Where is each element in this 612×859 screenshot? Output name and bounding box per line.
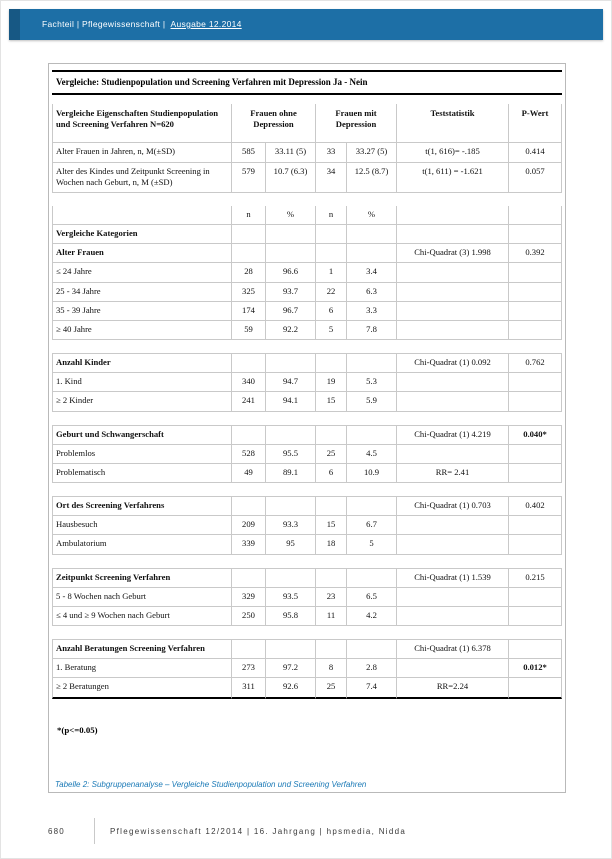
pct-with: 6.5: [347, 588, 397, 607]
pct-without: [266, 225, 316, 244]
n-with: 18: [316, 535, 347, 554]
table-row: [52, 392, 562, 411]
n-without: [232, 353, 266, 373]
n-with: [316, 425, 347, 445]
table-row: [52, 163, 562, 193]
teststatistic: t(1, 616)= -.185: [397, 143, 509, 162]
p-value: [509, 535, 562, 554]
section-header-row: [52, 244, 562, 263]
table-row: [52, 659, 562, 678]
teststatistic: [397, 321, 509, 340]
n-without: 209: [232, 516, 266, 535]
pct-without: 92.2: [266, 321, 316, 340]
n-with: 6: [316, 302, 347, 321]
row-label: 35 - 39 Jahre: [52, 302, 232, 321]
p-value: [509, 392, 562, 411]
pct-with: [347, 496, 397, 516]
n-with: 33: [316, 143, 347, 162]
spacer-cell: [52, 555, 562, 568]
pct-with: 5.3: [347, 373, 397, 392]
teststatistic: Chi-Quadrat (1) 6.378: [397, 639, 509, 659]
pct-without: 94.7: [266, 373, 316, 392]
pct-with: [347, 225, 397, 244]
table-head: [52, 104, 562, 143]
pct-without: 97.2: [266, 659, 316, 678]
section-title: Anzahl Kinder: [52, 353, 232, 373]
table-row: [52, 321, 562, 340]
table-row: [52, 607, 562, 626]
pct-without: 93.5: [266, 588, 316, 607]
n-without: 59: [232, 321, 266, 340]
pct-with: [347, 425, 397, 445]
row-label: ≥ 40 Jahre: [52, 321, 232, 340]
teststatistic: [397, 659, 509, 678]
footer-journal-info: Pflegewissenschaft 12/2014 | 16. Jahrgang | hpsmedia, Nidda: [110, 826, 407, 836]
n-without: 585: [232, 143, 266, 162]
pct-without: [266, 425, 316, 445]
row-label: Problemlos: [52, 445, 232, 464]
pct-with: 4.5: [347, 445, 397, 464]
teststatistic: [397, 283, 509, 302]
pct-with: [347, 568, 397, 588]
p-value: [509, 678, 562, 698]
teststatistic: [397, 206, 509, 225]
category-header-row: [52, 225, 562, 244]
n-without: 250: [232, 607, 266, 626]
n-without: 528: [232, 445, 266, 464]
spacer-row: [52, 412, 562, 425]
teststatistic: [397, 302, 509, 321]
teststatistic: RR= 2.41: [397, 464, 509, 483]
teststatistic: Chi-Quadrat (1) 1.539: [397, 568, 509, 588]
p-value: 0.762: [509, 353, 562, 373]
pct-without: 95.5: [266, 445, 316, 464]
n-with: [316, 496, 347, 516]
pct-with: 5.9: [347, 392, 397, 411]
teststatistic: Chi-Quadrat (3) 1.998: [397, 244, 509, 263]
n-with: 19: [316, 373, 347, 392]
pct-with: 5: [347, 535, 397, 554]
n-with: [316, 244, 347, 263]
pct-with: 6.3: [347, 283, 397, 302]
pct-with: [347, 639, 397, 659]
row-label: 1. Beratung: [52, 659, 232, 678]
subheader-row: [52, 206, 562, 225]
significance-footnote: *(p<=0.05): [57, 724, 98, 735]
subheader-cell: n: [316, 206, 347, 225]
pct-with: 7.8: [347, 321, 397, 340]
pct-with: 2.8: [347, 659, 397, 678]
teststatistic: [397, 588, 509, 607]
teststatistic: [397, 445, 509, 464]
p-value: 0.402: [509, 496, 562, 516]
pct-with: 12.5 (8.7): [347, 163, 397, 193]
header-section-label: Fachteil | Pflegewissenschaft |: [42, 19, 166, 29]
pct-with: 6.7: [347, 516, 397, 535]
col-header-teststat: Teststatistik: [397, 104, 509, 143]
spacer-row: [52, 340, 562, 353]
n-without: 329: [232, 588, 266, 607]
col-header-group-with: Frauen mit Depression: [316, 104, 397, 143]
spacer-cell: [52, 340, 562, 353]
n-without: [232, 639, 266, 659]
n-without: 49: [232, 464, 266, 483]
n-with: [316, 639, 347, 659]
column-header-row: [52, 104, 562, 143]
n-without: [232, 425, 266, 445]
pct-without: 96.6: [266, 263, 316, 282]
p-value: [509, 283, 562, 302]
n-without: 28: [232, 263, 266, 282]
n-without: 579: [232, 163, 266, 193]
pct-without: 95.8: [266, 607, 316, 626]
section-title: Ort des Screening Verfahrens: [52, 496, 232, 516]
n-without: 339: [232, 535, 266, 554]
n-with: [316, 568, 347, 588]
table-sheet: [48, 63, 566, 793]
n-without: [232, 568, 266, 588]
pct-without: 93.3: [266, 516, 316, 535]
journal-header-text: [42, 9, 242, 40]
spacer-row: [52, 193, 562, 206]
p-value: [509, 445, 562, 464]
section-title: Alter Frauen: [52, 244, 232, 263]
pct-without: 96.7: [266, 302, 316, 321]
n-without: 311: [232, 678, 266, 698]
pct-with: 33.27 (5): [347, 143, 397, 162]
p-value: 0.392: [509, 244, 562, 263]
teststatistic: RR=2.24: [397, 678, 509, 698]
table-row: [52, 445, 562, 464]
p-value: 0.012*: [509, 659, 562, 678]
pct-with: [347, 353, 397, 373]
footer-divider: [94, 818, 95, 844]
comparison-table: [52, 104, 562, 699]
p-value: [509, 516, 562, 535]
n-without: [232, 496, 266, 516]
pct-without: 10.7 (6.3): [266, 163, 316, 193]
table-caption: Tabelle 2: Subgruppenanalyse – Vergleiche Studienpopulation und Screening Verfahren: [55, 780, 367, 789]
p-value: [509, 263, 562, 282]
table-row: [52, 143, 562, 162]
pct-without: 33.11 (5): [266, 143, 316, 162]
journal-header-bar: [9, 9, 603, 40]
teststatistic: [397, 373, 509, 392]
n-without: 325: [232, 283, 266, 302]
p-value: 0.215: [509, 568, 562, 588]
table-row: [52, 464, 562, 483]
p-value: [509, 321, 562, 340]
pct-without: [266, 244, 316, 263]
spacer-cell: [52, 193, 562, 206]
section-title: Anzahl Beratungen Screening Verfahren: [52, 639, 232, 659]
spacer-cell: [52, 483, 562, 496]
section-header-row: [52, 568, 562, 588]
n-without: 340: [232, 373, 266, 392]
pct-with: 3.4: [347, 263, 397, 282]
row-label: 5 - 8 Wochen nach Geburt: [52, 588, 232, 607]
spacer-cell: [52, 626, 562, 639]
section-header-row: [52, 639, 562, 659]
row-label: Alter Frauen in Jahren, n, M(±SD): [52, 143, 232, 162]
n-with: 15: [316, 516, 347, 535]
pct-without: 93.7: [266, 283, 316, 302]
pct-with: [347, 244, 397, 263]
pct-with: 10.9: [347, 464, 397, 483]
row-label: Hausbesuch: [52, 516, 232, 535]
pct-with: 7.4: [347, 678, 397, 698]
p-value: [509, 464, 562, 483]
issue-link[interactable]: Ausgabe 12.2014: [170, 19, 242, 29]
teststatistic: [397, 607, 509, 626]
pct-without: [266, 496, 316, 516]
teststatistic: [397, 535, 509, 554]
p-value: 0.040*: [509, 425, 562, 445]
n-with: 11: [316, 607, 347, 626]
n-with: 22: [316, 283, 347, 302]
p-value: [509, 607, 562, 626]
n-without: [232, 244, 266, 263]
subheader-cell: %: [347, 206, 397, 225]
col-header-group-without: Frauen ohne Depression: [232, 104, 316, 143]
header-accent-strip: [9, 9, 20, 40]
n-without: [232, 225, 266, 244]
n-with: 8: [316, 659, 347, 678]
teststatistic: Chi-Quadrat (1) 0.703: [397, 496, 509, 516]
table-row: [52, 588, 562, 607]
row-label: ≥ 2 Beratungen: [52, 678, 232, 698]
n-with: 1: [316, 263, 347, 282]
teststatistic: [397, 263, 509, 282]
p-value: [509, 225, 562, 244]
n-with: 23: [316, 588, 347, 607]
row-label: ≤ 24 Jahre: [52, 263, 232, 282]
table-row: [52, 283, 562, 302]
section-header-row: [52, 353, 562, 373]
row-label: ≥ 2 Kinder: [52, 392, 232, 411]
pct-without: [266, 639, 316, 659]
p-value: [509, 639, 562, 659]
table-row: [52, 516, 562, 535]
table-body: [52, 143, 562, 698]
pct-without: [266, 568, 316, 588]
col-header-pwert: P-Wert: [509, 104, 562, 143]
n-with: [316, 225, 347, 244]
n-with: 15: [316, 392, 347, 411]
spacer-cell: [52, 412, 562, 425]
n-without: 241: [232, 392, 266, 411]
p-value: 0.414: [509, 143, 562, 162]
section-header-row: [52, 496, 562, 516]
teststatistic: [397, 225, 509, 244]
p-value: 0.057: [509, 163, 562, 193]
n-with: 25: [316, 678, 347, 698]
row-label: ≤ 4 und ≥ 9 Wochen nach Geburt: [52, 607, 232, 626]
row-label: Ambulatorium: [52, 535, 232, 554]
category-header-label: Vergleiche Kategorien: [52, 225, 232, 244]
teststatistic: Chi-Quadrat (1) 4.219: [397, 425, 509, 445]
p-value: [509, 302, 562, 321]
pct-without: 94.1: [266, 392, 316, 411]
row-label: 25 - 34 Jahre: [52, 283, 232, 302]
p-value: [509, 588, 562, 607]
row-label: 1. Kind: [52, 373, 232, 392]
pct-without: 89.1: [266, 464, 316, 483]
pct-with: 3.3: [347, 302, 397, 321]
teststatistic: [397, 516, 509, 535]
pct-without: 95: [266, 535, 316, 554]
n-with: 34: [316, 163, 347, 193]
table-row: [52, 302, 562, 321]
table-title: Vergleiche: Studienpopulation und Screening Verfahren mit Depression Ja - Nein: [52, 70, 562, 95]
n-with: 5: [316, 321, 347, 340]
table-row: [52, 535, 562, 554]
section-title: Geburt und Schwangerschaft: [52, 425, 232, 445]
pct-without: 92.6: [266, 678, 316, 698]
table-row: [52, 263, 562, 282]
teststatistic: t(1, 611) = -1.621: [397, 163, 509, 193]
n-with: [316, 353, 347, 373]
row-label: Alter des Kindes und Zeitpunkt Screening in Wochen nach Geburt, n, M (±SD): [52, 163, 232, 193]
page-number: 680: [48, 826, 65, 836]
spacer-row: [52, 555, 562, 568]
section-header-row: [52, 425, 562, 445]
subheader-cell: %: [266, 206, 316, 225]
p-value: [509, 373, 562, 392]
teststatistic: [397, 392, 509, 411]
p-value: [509, 206, 562, 225]
n-without: 174: [232, 302, 266, 321]
row-label: [52, 206, 232, 225]
n-without: 273: [232, 659, 266, 678]
page-footer: [48, 815, 578, 847]
table-row: [52, 678, 562, 698]
subheader-cell: n: [232, 206, 266, 225]
spacer-row: [52, 483, 562, 496]
n-with: 25: [316, 445, 347, 464]
section-title: Zeitpunkt Screening Verfahren: [52, 568, 232, 588]
spacer-row: [52, 626, 562, 639]
pct-with: 4.2: [347, 607, 397, 626]
col-header-label: Vergleiche Eigenschaften Studienpopulation und Screening Verfahren N=620: [52, 104, 232, 143]
row-label: Problematisch: [52, 464, 232, 483]
n-with: 6: [316, 464, 347, 483]
table-row: [52, 373, 562, 392]
teststatistic: Chi-Quadrat (1) 0.092: [397, 353, 509, 373]
pct-without: [266, 353, 316, 373]
